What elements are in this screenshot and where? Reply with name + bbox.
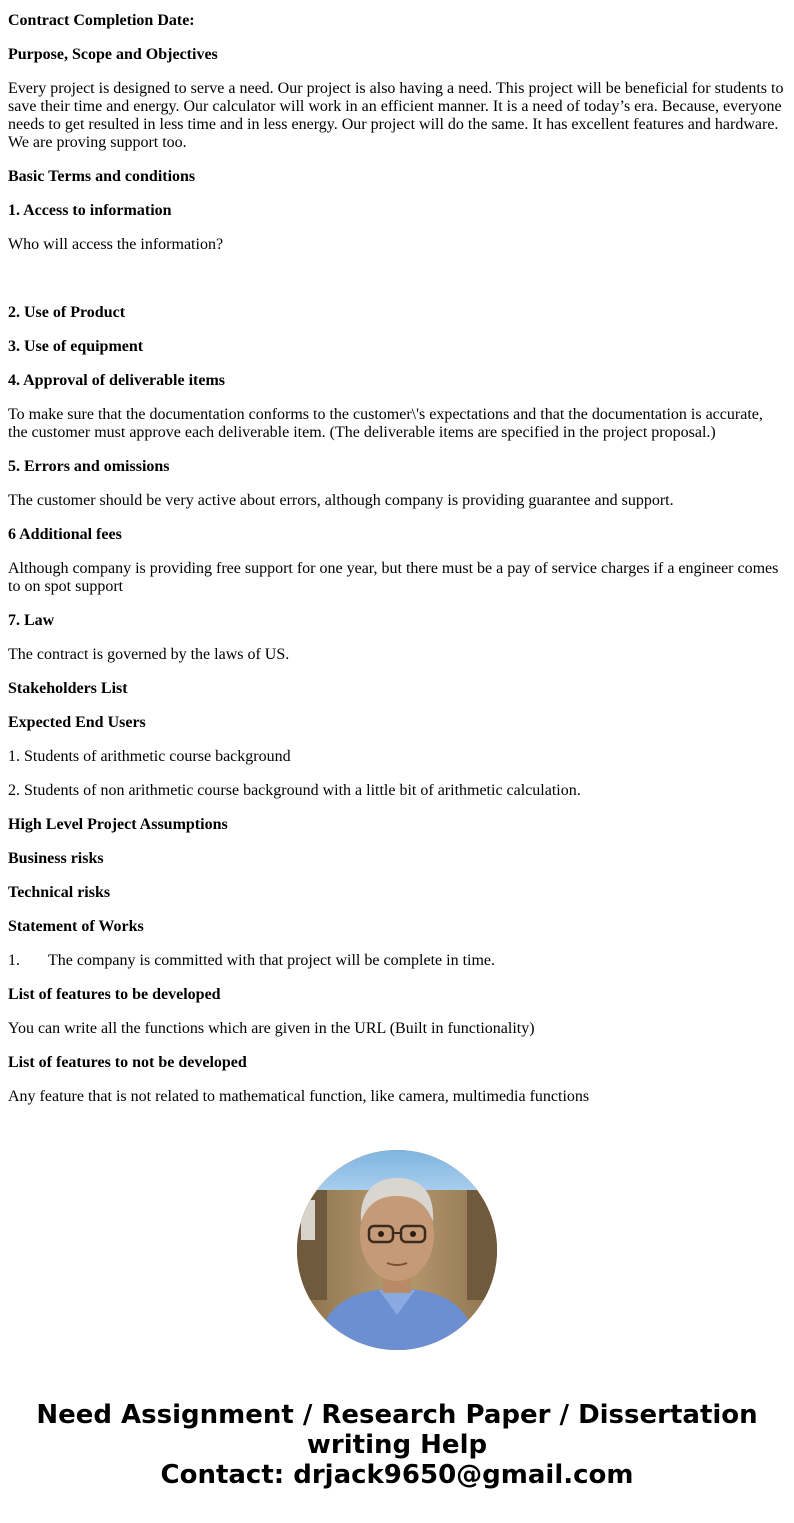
promo-text — [0, 1400, 794, 1490]
purpose-text: Every project is designed to serve a need. Our project is also having a need. This project will be beneficial for students to save their time and energy. Our calculator will work in an efficient manner. It is a need of today’s era. Because, everyone needs to get resulted in less time and in less energy. Our project will do the same. It has excellent features and hardware. We are proving support too. — [8, 80, 784, 151]
features-dev-text: You can write all the functions which are given in the URL (Built in functionality) — [8, 1020, 535, 1037]
approval-heading: 4. Approval of deliverable items — [8, 372, 226, 389]
statement-item — [8, 952, 786, 970]
fees-heading: 6 Additional fees — [8, 526, 122, 543]
blank-paragraph — [8, 270, 786, 288]
avatar-portrait-image — [297, 1150, 497, 1350]
promo-line-1: Need Assignment / Research Paper / Dissertation — [36, 1400, 758, 1430]
fees-text: Although company is providing free support for one year, but there must be a pay of service charges if a engineer comes to on spot support — [8, 560, 779, 595]
terms-heading: Basic Terms and conditions — [8, 168, 196, 185]
promo-line-2: writing Help — [306, 1430, 488, 1460]
statement-number: 1. — [8, 952, 20, 969]
stakeholders-heading: Stakeholders List — [8, 680, 128, 697]
errors-text: The customer should be very active about errors, although company is providing guarantee and support. — [8, 492, 674, 509]
access-text: Who will access the information? — [8, 236, 224, 253]
use-equipment-heading: 3. Use of equipment — [8, 338, 144, 355]
use-product-heading: 2. Use of Product — [8, 304, 126, 321]
statement-heading: Statement of Works — [8, 918, 144, 935]
technical-risks-heading: Technical risks — [8, 884, 111, 901]
law-text: The contract is governed by the laws of US. — [8, 646, 290, 663]
contract-completion-label: Contract Completion Date: — [8, 12, 195, 29]
promo-contact: Contact: drjack9650@gmail.com — [160, 1460, 634, 1490]
avatar — [297, 1150, 497, 1350]
end-user-item: 1. Students of arithmetic course background — [8, 748, 291, 765]
access-heading: 1. Access to information — [8, 202, 172, 219]
features-not-heading: List of features to not be developed — [8, 1054, 247, 1071]
end-user-item: 2. Students of non arithmetic course background with a little bit of arithmetic calculation. — [8, 782, 581, 799]
statement-text: The company is committed with that project will be complete in time. — [48, 952, 495, 969]
promo-banner — [0, 1150, 794, 1490]
approval-text: To make sure that the documentation conforms to the customer\'s expectations and that the documentation is accurate, the customer must approve each deliverable item. (The deliverable items are specified in the project proposal.) — [8, 406, 763, 441]
law-heading: 7. Law — [8, 612, 55, 629]
features-dev-heading: List of features to be developed — [8, 986, 221, 1003]
purpose-heading: Purpose, Scope and Objectives — [8, 46, 218, 63]
features-not-text: Any feature that is not related to mathematical function, like camera, multimedia functions — [8, 1088, 590, 1105]
end-users-heading: Expected End Users — [8, 714, 146, 731]
business-risks-heading: Business risks — [8, 850, 104, 867]
errors-heading: 5. Errors and omissions — [8, 458, 170, 475]
assumptions-heading: High Level Project Assumptions — [8, 816, 228, 833]
